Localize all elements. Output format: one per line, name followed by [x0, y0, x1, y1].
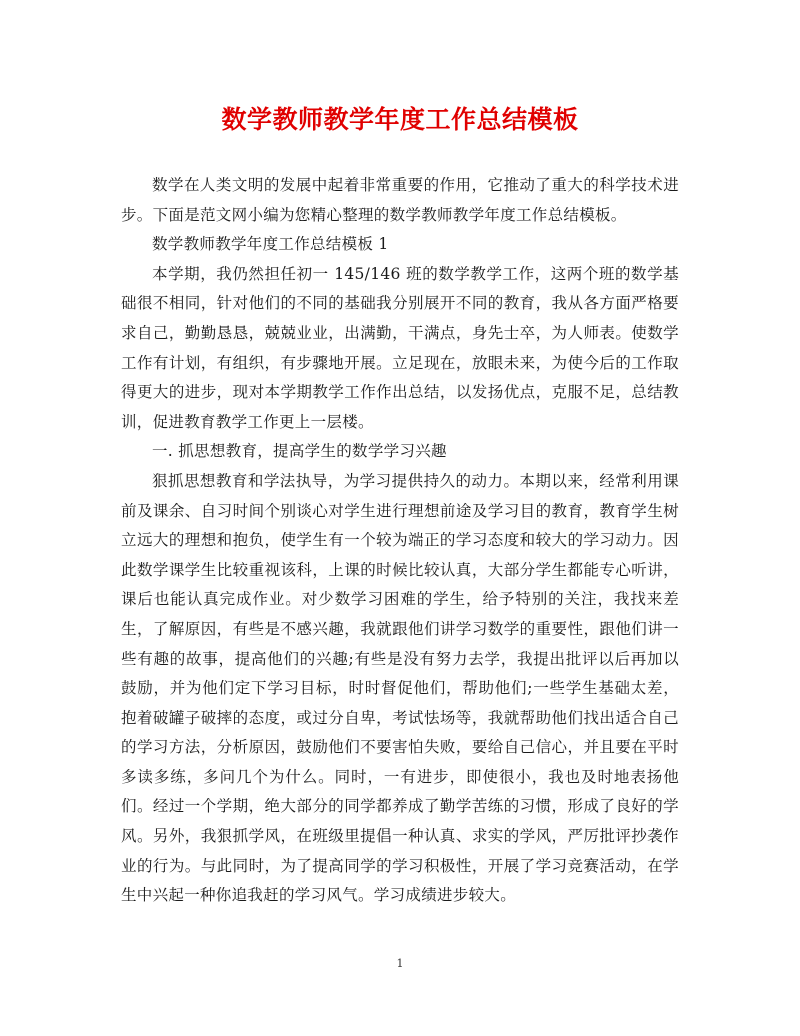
intro-paragraph: 数学在人类文明的发展中起着非常重要的作用，它推动了重大的科学技术进步。下面是范文网小编为您精心整理的数学教师教学年度工作总结模板。 — [121, 176, 679, 224]
page-number: 1 — [396, 957, 404, 970]
section-heading-1: 一. 抓思想教育，提高学生的数学学习兴趣 — [152, 442, 447, 461]
section-heading-template-1: 数学教师教学年度工作总结模板 1 — [152, 235, 389, 254]
document-title: 数学教师教学年度工作总结模板 — [221, 105, 579, 134]
body-paragraph-ideology: 狠抓思想教育和学法执导，为学习提供持久的动力。本期以来，经常利用课前及课余、自习时间个别谈心对学生进行理想前途及学习目的教育，教育学生树立远大的理想和抱负，使学生有一个较为端正的学习态度和较大的学习动力。因此数学课学生比较重视该科，上课的时候比较认真，大部分学生都能专心听讲，课后也能认真完成作业。对少数学习困难的学生，给予特别的关注，我找来差生，了解原因，有些是不感兴趣，我就跟他们讲学习数学的重要性，跟他们讲一些有趣的故事，提高他们的兴趣;有些是没有努力去学，我提出批评以后再加以鼓励，并为他们定下学习目标，时时督促他们，帮助他们;一些学生基础太差，抱着破罐子破摔的态度，或过分自卑，考试怯场等，我就帮助他们找出适合自己的学习方法，分析原因，鼓励他们不要害怕失败，要给自己信心，并且要在平时多读多练，多问几个为什么。同时，一有进步，即使很小，我也及时地表扬他们。经过一个学期，绝大部分的同学都养成了勤学苦练的习惯，形成了良好的学风。另外，我狠抓学风，在班级里提倡一种认真、求实的学风，严厉批评抄袭作业的行为。与此同时，为了提高同学的学习积极性，开展了学习竞赛活动，在学生中兴起一种你追我赶的学习风气。学习成绩进步较大。 — [121, 471, 679, 905]
document-body — [121, 171, 679, 911]
body-paragraph-overview: 本学期，我仍然担任初一 145/146 班的数学教学工作，这两个班的数学基础很不相同，针对他们的不同的基础我分别展开不同的教育，我从各方面严格要求自己，勤勤恳恳，兢兢业业，出满勤，干满点，身先士卒，为人师表。使数学工作有计划，有组织，有步骤地开展。立足现在，放眼未来，为使今后的工作取得更大的进步，现对本学期教学工作作出总结，以发扬优点，克服不足，总结教训，促进教育教学工作更上一层楼。 — [121, 264, 679, 431]
